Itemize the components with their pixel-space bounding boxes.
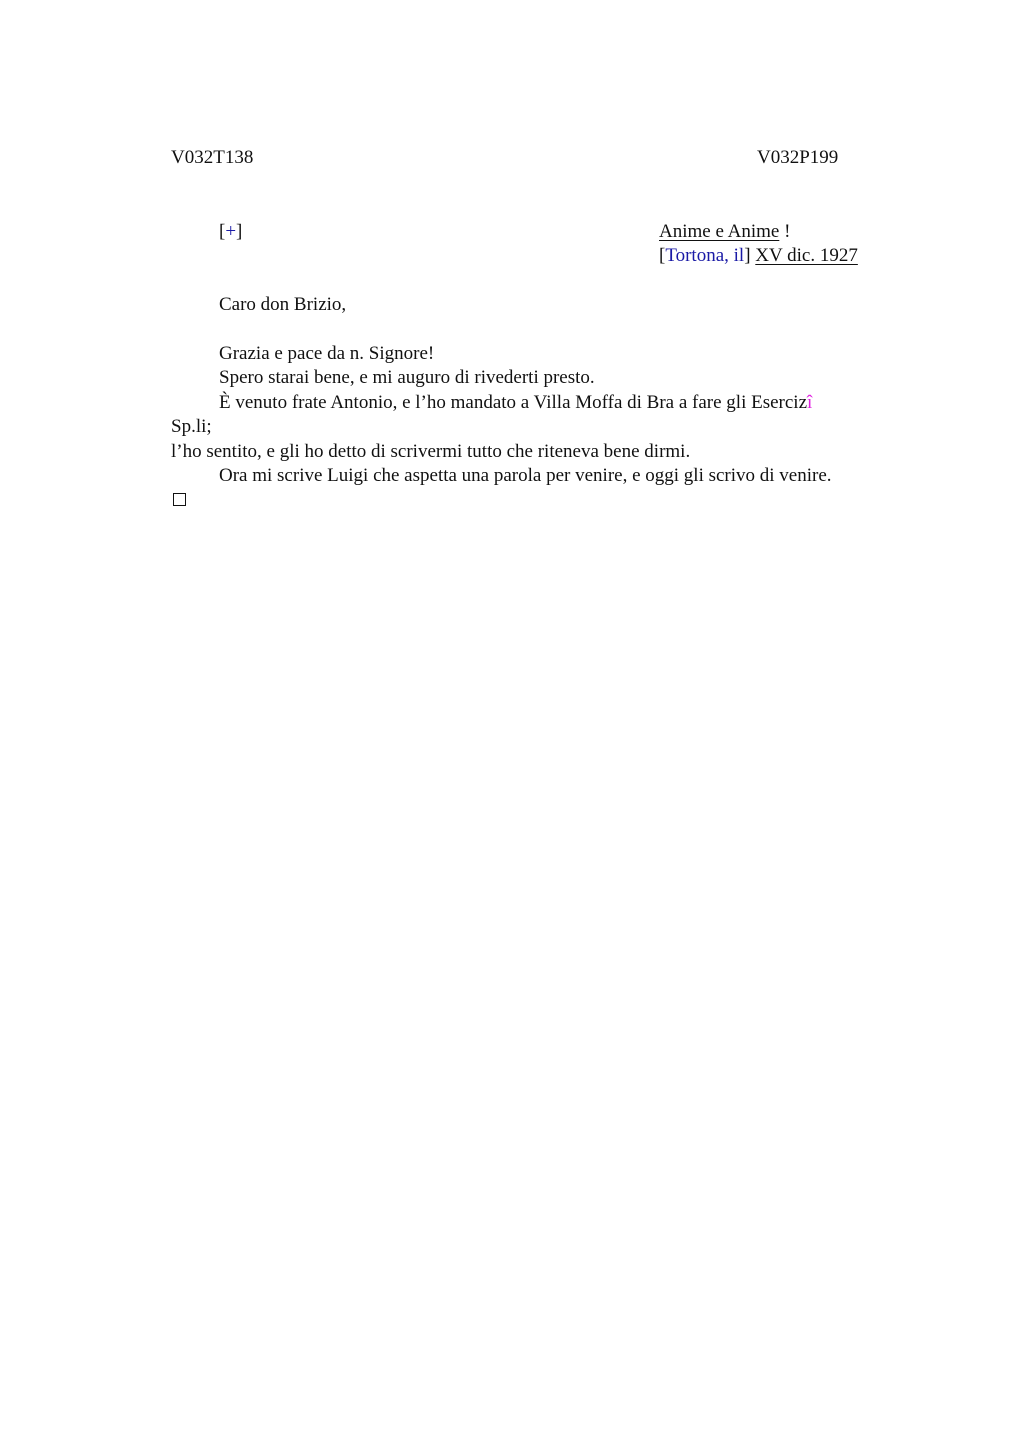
salutation: Caro don Brizio, xyxy=(219,294,347,315)
body-line-2 xyxy=(219,391,812,415)
editorial-mark: î xyxy=(807,392,813,413)
bracket-open: [ xyxy=(219,221,226,242)
insertion-marker xyxy=(219,220,242,244)
bracket-close: ] xyxy=(236,221,243,242)
body-line-4: l’ho sentito, e gli ho detto di scrivermi tutto che riteneva bene dirmi. xyxy=(171,441,691,462)
body-line-5: Ora mi scrive Luigi che aspetta una parola per venire, e oggi gli scrivo di venire. xyxy=(219,465,832,486)
plus-link[interactable]: + xyxy=(225,221,237,242)
date-text: XV dic. 1927 xyxy=(755,245,858,266)
body-line-2-text: È venuto frate Antonio, e l’ho mandato a Villa Moffa di Bra a fare gli Eserciz xyxy=(219,392,808,413)
letter-title xyxy=(659,220,790,244)
document-code-left: V032T138 xyxy=(171,147,254,168)
place-date-line xyxy=(659,244,858,268)
empty-square-icon xyxy=(173,493,186,506)
place-bracket-open: [ xyxy=(659,245,666,266)
place-bracket-close: ] xyxy=(744,245,756,266)
title-text: Anime e Anime xyxy=(659,221,780,242)
title-punctuation: ! xyxy=(779,221,791,242)
page-code-right: V032P199 xyxy=(757,147,839,168)
body-line-1: Spero starai bene, e mi auguro di rivederti presto. xyxy=(219,367,595,388)
body-line-3: Sp.li; xyxy=(171,416,212,437)
greeting-line: Grazia e pace da n. Signore! xyxy=(219,343,435,364)
place-text: Tortona, il xyxy=(665,245,745,266)
